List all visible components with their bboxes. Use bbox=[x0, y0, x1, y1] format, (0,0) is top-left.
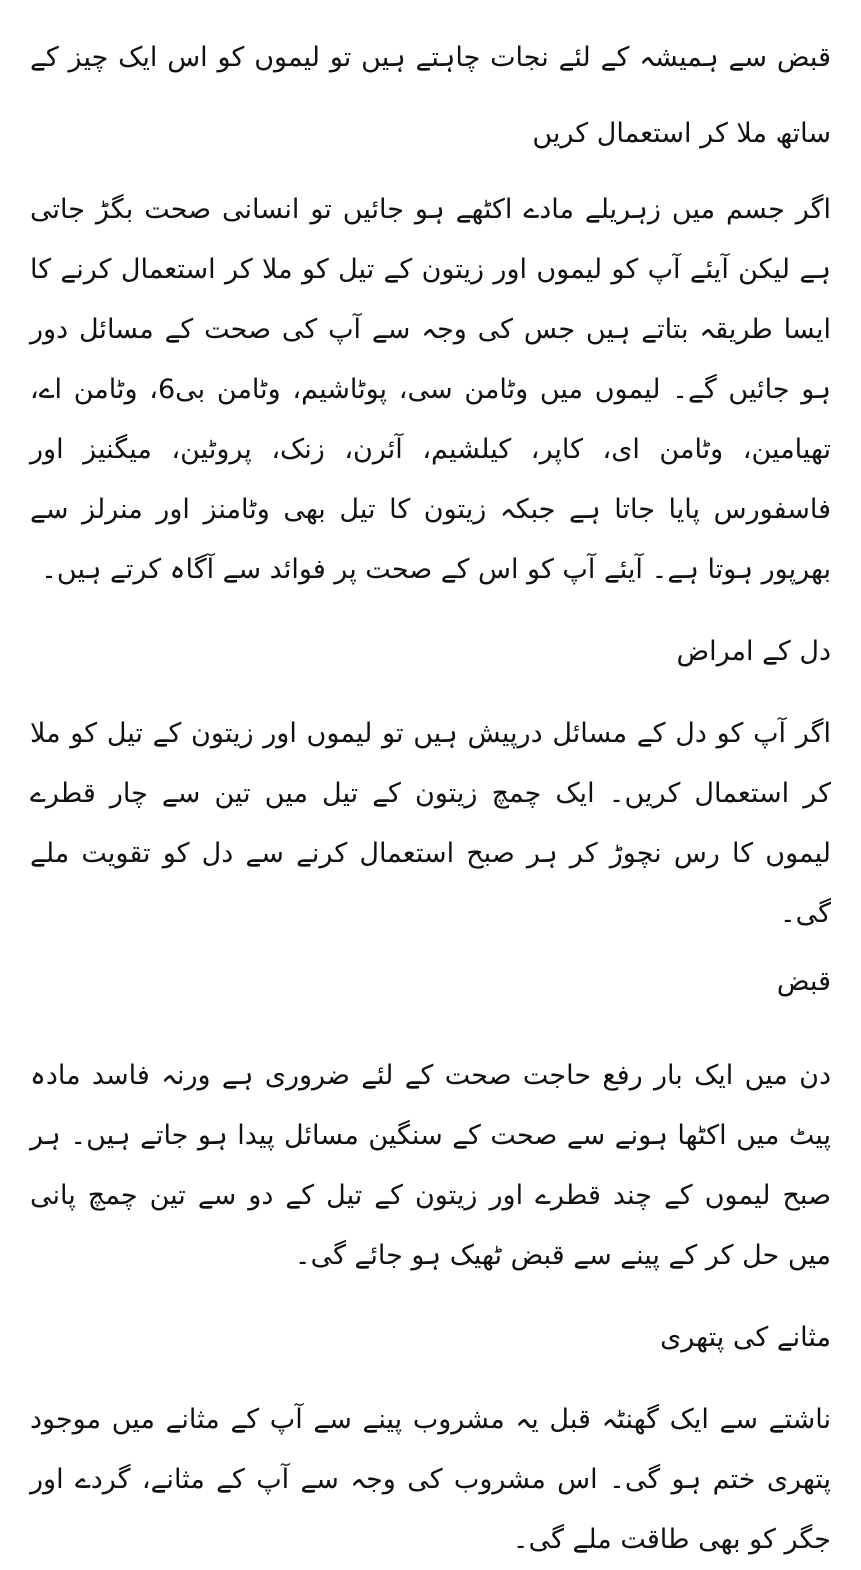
section-heading-bladder-stone: مثانے کی پتھری bbox=[660, 1322, 831, 1353]
section-body-bladder-stone: ناشتے سے ایک گھنٹہ قبل یہ مشروب پینے سے آپ کے مثانے میں موجود پتھری ختم ہو گی۔ اس مشروب کی وجہ سے آپ کے مثانے، گردے اور جگر کو بھی طاقت ملے گی۔ bbox=[30, 1404, 831, 1555]
spacer bbox=[30, 600, 831, 622]
intro-paragraph: اگر جسم میں زہریلے مادے اکٹھے ہو جائیں تو انسانی صحت بگڑ جاتی ہے لیکن آیئے آپ کو لیموں اور زیتون کے تیل کو ملا کر استعمال کرنے کا ایسا طریقہ بتاتے ہیں جس کی وجہ سے آپ کی صحت کے مسائل دور ہو جائیں گے۔ لیموں میں وٹامن سی، پوٹاشیم، وٹامن بی6، وٹامن اے، تھیامین، وٹامن ای، کاپر، کیلشیم، آئرن، زنک، پروٹین، میگنیز اور فاسفورس پایا جاتا ہے جبکہ زیتون کا تیل بھی وٹامنز اور منرلز سے بھرپور ہوتا ہے۔ آیئے آپ کو اس کے صحت پر فوائد سے آگاہ کرتے ہیں۔ bbox=[30, 194, 832, 585]
section-body-heart: اگر آپ کو دل کے مسائل درپیش ہیں تو لیموں اور زیتون کے تیل کو ملا کر استعمال کریں۔ ایک چمچ زیتون کے تیل میں تین سے چار قطرے لیموں کا رس نچوڑ کر ہر صبح استعمال کرنے سے دل کو تقویت ملے گی۔ bbox=[30, 718, 831, 929]
section-body-constipation: دن میں ایک بار رفع حاجت صحت کے لئے ضروری ہے ورنہ فاسد مادہ پیٹ میں اکٹھا ہونے سے صحت کے سنگین مسائل پیدا ہو جاتے ہیں۔ ہر صبح لیموں کے چند قطرے اور زیتون کے تیل کے دو سے تین چمچ پانی میں حل کر کے پینے سے قبض ٹھیک ہو جائے گی۔ bbox=[30, 1060, 831, 1271]
spacer bbox=[30, 172, 831, 180]
spacer bbox=[30, 944, 831, 952]
section-heading-heart: دل کے امراض bbox=[676, 636, 831, 667]
article-title: قبض سے ہمیشہ کے لئے نجات چاہتے ہیں تو لیموں کو اس ایک چیز کے ساتھ ملا کر استعمال کریں bbox=[30, 42, 831, 149]
spacer bbox=[30, 1286, 831, 1308]
section-heading-constipation: قبض bbox=[776, 966, 831, 997]
spacer bbox=[30, 1368, 831, 1390]
spacer bbox=[30, 682, 831, 704]
spacer bbox=[30, 1012, 831, 1046]
